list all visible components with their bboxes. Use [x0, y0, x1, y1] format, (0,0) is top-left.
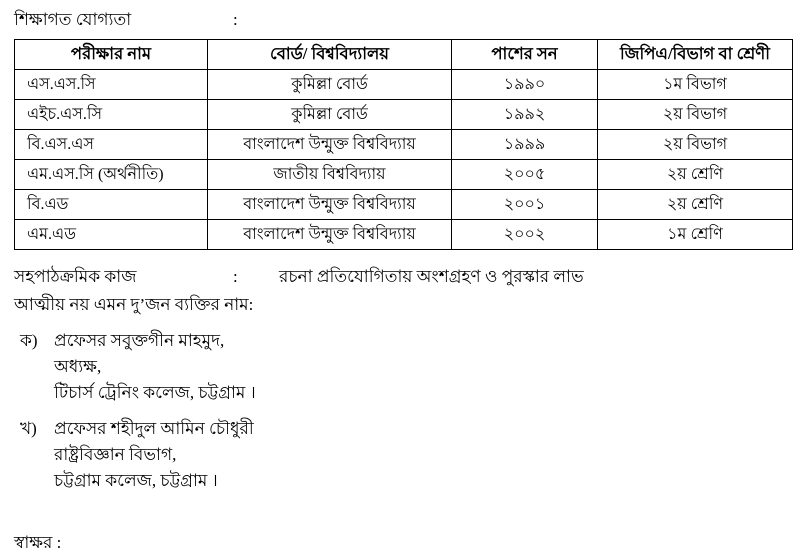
cell-result: ১ম শ্রেণি: [598, 220, 793, 250]
cell-result: ২য় বিভাগ: [598, 100, 793, 130]
cell-year: ১৯৯২: [452, 100, 598, 130]
cell-board: কুমিল্লা বোর্ড: [208, 70, 452, 100]
cell-year: ১৯৯০: [452, 70, 598, 100]
cocurricular-label: সহপাঠক্রমিক কাজ: [14, 267, 137, 286]
cell-exam: এম.এস.সি (অর্থনীতি): [15, 160, 208, 190]
table-row: [15, 130, 793, 160]
cocurricular-line: [14, 265, 794, 289]
cell-board: বাংলাদেশ উন্মুক্ত বিশ্ববিদ্যায়: [208, 130, 452, 160]
cell-exam: এইচ.এস.সি: [15, 100, 208, 130]
education-qualification-label: শিক্ষাগত যোগ্যতা: [14, 10, 132, 29]
reference-address: টিচার্স ট্রেনিং কলেজ, চট্টগ্রাম ।: [54, 383, 256, 402]
reference-item-kha: [14, 416, 794, 494]
cell-result: ২য় শ্রেণি: [598, 190, 793, 220]
reference-name: প্রফেসর শহীদুল আমিন চৌধুরী: [54, 419, 254, 438]
cell-exam: বি.এড: [15, 190, 208, 220]
signature-line: [14, 530, 794, 558]
table-header-row: [15, 40, 793, 70]
reference-row: [14, 328, 794, 406]
education-qualification-heading: [14, 8, 794, 32]
header-exam-name: পরীক্ষার নাম: [15, 40, 208, 70]
cocurricular-colon: :: [233, 267, 238, 286]
header-gpa-division: জিপিএ/বিভাগ বা শ্রেণী: [598, 40, 793, 70]
table-row: [15, 70, 793, 100]
cell-year: ২০০৫: [452, 160, 598, 190]
cell-exam: এস.এস.সি: [15, 70, 208, 100]
cell-result: ২য় শ্রেণি: [598, 160, 793, 190]
signature-label: স্বাক্ষর: [14, 533, 53, 552]
table-row: [15, 190, 793, 220]
reference-name: প্রফেসর সবুক্তগীন মাহমুদ,: [54, 331, 225, 350]
cell-exam: এম.এড: [15, 220, 208, 250]
education-table: [14, 39, 793, 250]
reference-designation: অধ্যক্ষ,: [54, 357, 102, 376]
reference-lines: [54, 328, 794, 406]
cell-exam: বি.এস.এস: [15, 130, 208, 160]
cell-board: বাংলাদেশ উন্মুক্ত বিশ্ববিদ্যায়: [208, 220, 452, 250]
reference-address: চট্টগ্রাম কলেজ, চট্টগ্রাম ।: [54, 471, 218, 490]
reference-department: রাষ্ট্রবিজ্ঞান বিভাগ,: [54, 445, 177, 464]
education-colon: :: [233, 10, 238, 29]
table-row: [15, 220, 793, 250]
reference-lines: [54, 416, 794, 494]
table-row: [15, 160, 793, 190]
reference-row: [14, 416, 794, 494]
cell-year: ২০০১: [452, 190, 598, 220]
reference-marker: খ): [20, 419, 37, 438]
cell-year: ১৯৯৯: [452, 130, 598, 160]
cell-result: ১ম বিভাগ: [598, 70, 793, 100]
cell-board: বাংলাদেশ উন্মুক্ত বিশ্ববিদ্যায়: [208, 190, 452, 220]
reference-marker: ক): [20, 331, 38, 350]
signature-colon: :: [56, 533, 62, 552]
header-passing-year: পাশের সন: [452, 40, 598, 70]
cell-board: জাতীয় বিশ্ববিদ্যায়: [208, 160, 452, 190]
cell-board: কুমিল্লা বোর্ড: [208, 100, 452, 130]
cell-year: ২০০২: [452, 220, 598, 250]
header-board-university: বোর্ড/ বিশ্ববিদ্যালয়: [208, 40, 452, 70]
reference-item-ka: [14, 328, 794, 406]
cell-result: ২য় বিভাগ: [598, 130, 793, 160]
cocurricular-value: রচনা প্রতিযোগিতায় অংশগ্রহণ ও পুরস্কার লাভ: [279, 267, 584, 286]
references-heading: আত্মীয় নয় এমন দু’জন ব্যক্তির নাম:: [14, 295, 254, 314]
table-row: [15, 100, 793, 130]
